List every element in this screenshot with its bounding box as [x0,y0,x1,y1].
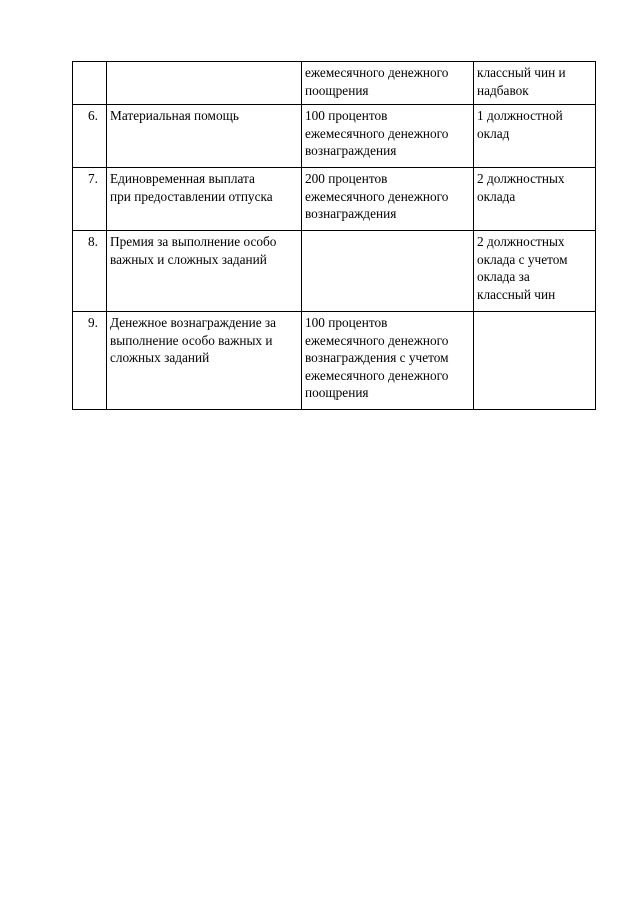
row-number-cell: 6. [73,105,107,168]
row-number-cell: 9. [73,312,107,410]
payment-amount-alt-cell: 2 должностных оклада с учетом оклада за классный чин [474,231,596,312]
payment-amount-alt-cell: 2 должностных оклада [474,168,596,231]
payment-amount-alt-cell: классный чин и надбавок [474,62,596,105]
payment-name-cell: Материальная помощь [107,105,302,168]
row-number-cell [73,62,107,105]
payment-amount-cell: ежемесячного денежного поощрения [302,62,474,105]
payment-amount-alt-cell [474,312,596,410]
payment-amount-cell: 100 процентов ежемесячного денежного вознаграждения [302,105,474,168]
payment-name-cell: Премия за выполнение особо важных и сложных заданий [107,231,302,312]
table-row [73,105,596,168]
payment-name-cell [107,62,302,105]
table-row [73,168,596,231]
table-row [73,231,596,312]
table-row [73,312,596,410]
payment-amount-cell: 100 процентов ежемесячного денежного вознаграждения с учетом ежемесячного денежного поощрения [302,312,474,410]
row-number-cell: 7. [73,168,107,231]
payment-amount-cell [302,231,474,312]
payments-table [72,61,596,410]
payment-amount-cell: 200 процентов ежемесячного денежного вознаграждения [302,168,474,231]
payment-amount-alt-cell: 1 должностной оклад [474,105,596,168]
table-row [73,62,596,105]
row-number-cell: 8. [73,231,107,312]
payment-name-cell: Денежное вознаграждение за выполнение особо важных и сложных заданий [107,312,302,410]
payment-name-cell: Единовременная выплата при предоставлении отпуска [107,168,302,231]
